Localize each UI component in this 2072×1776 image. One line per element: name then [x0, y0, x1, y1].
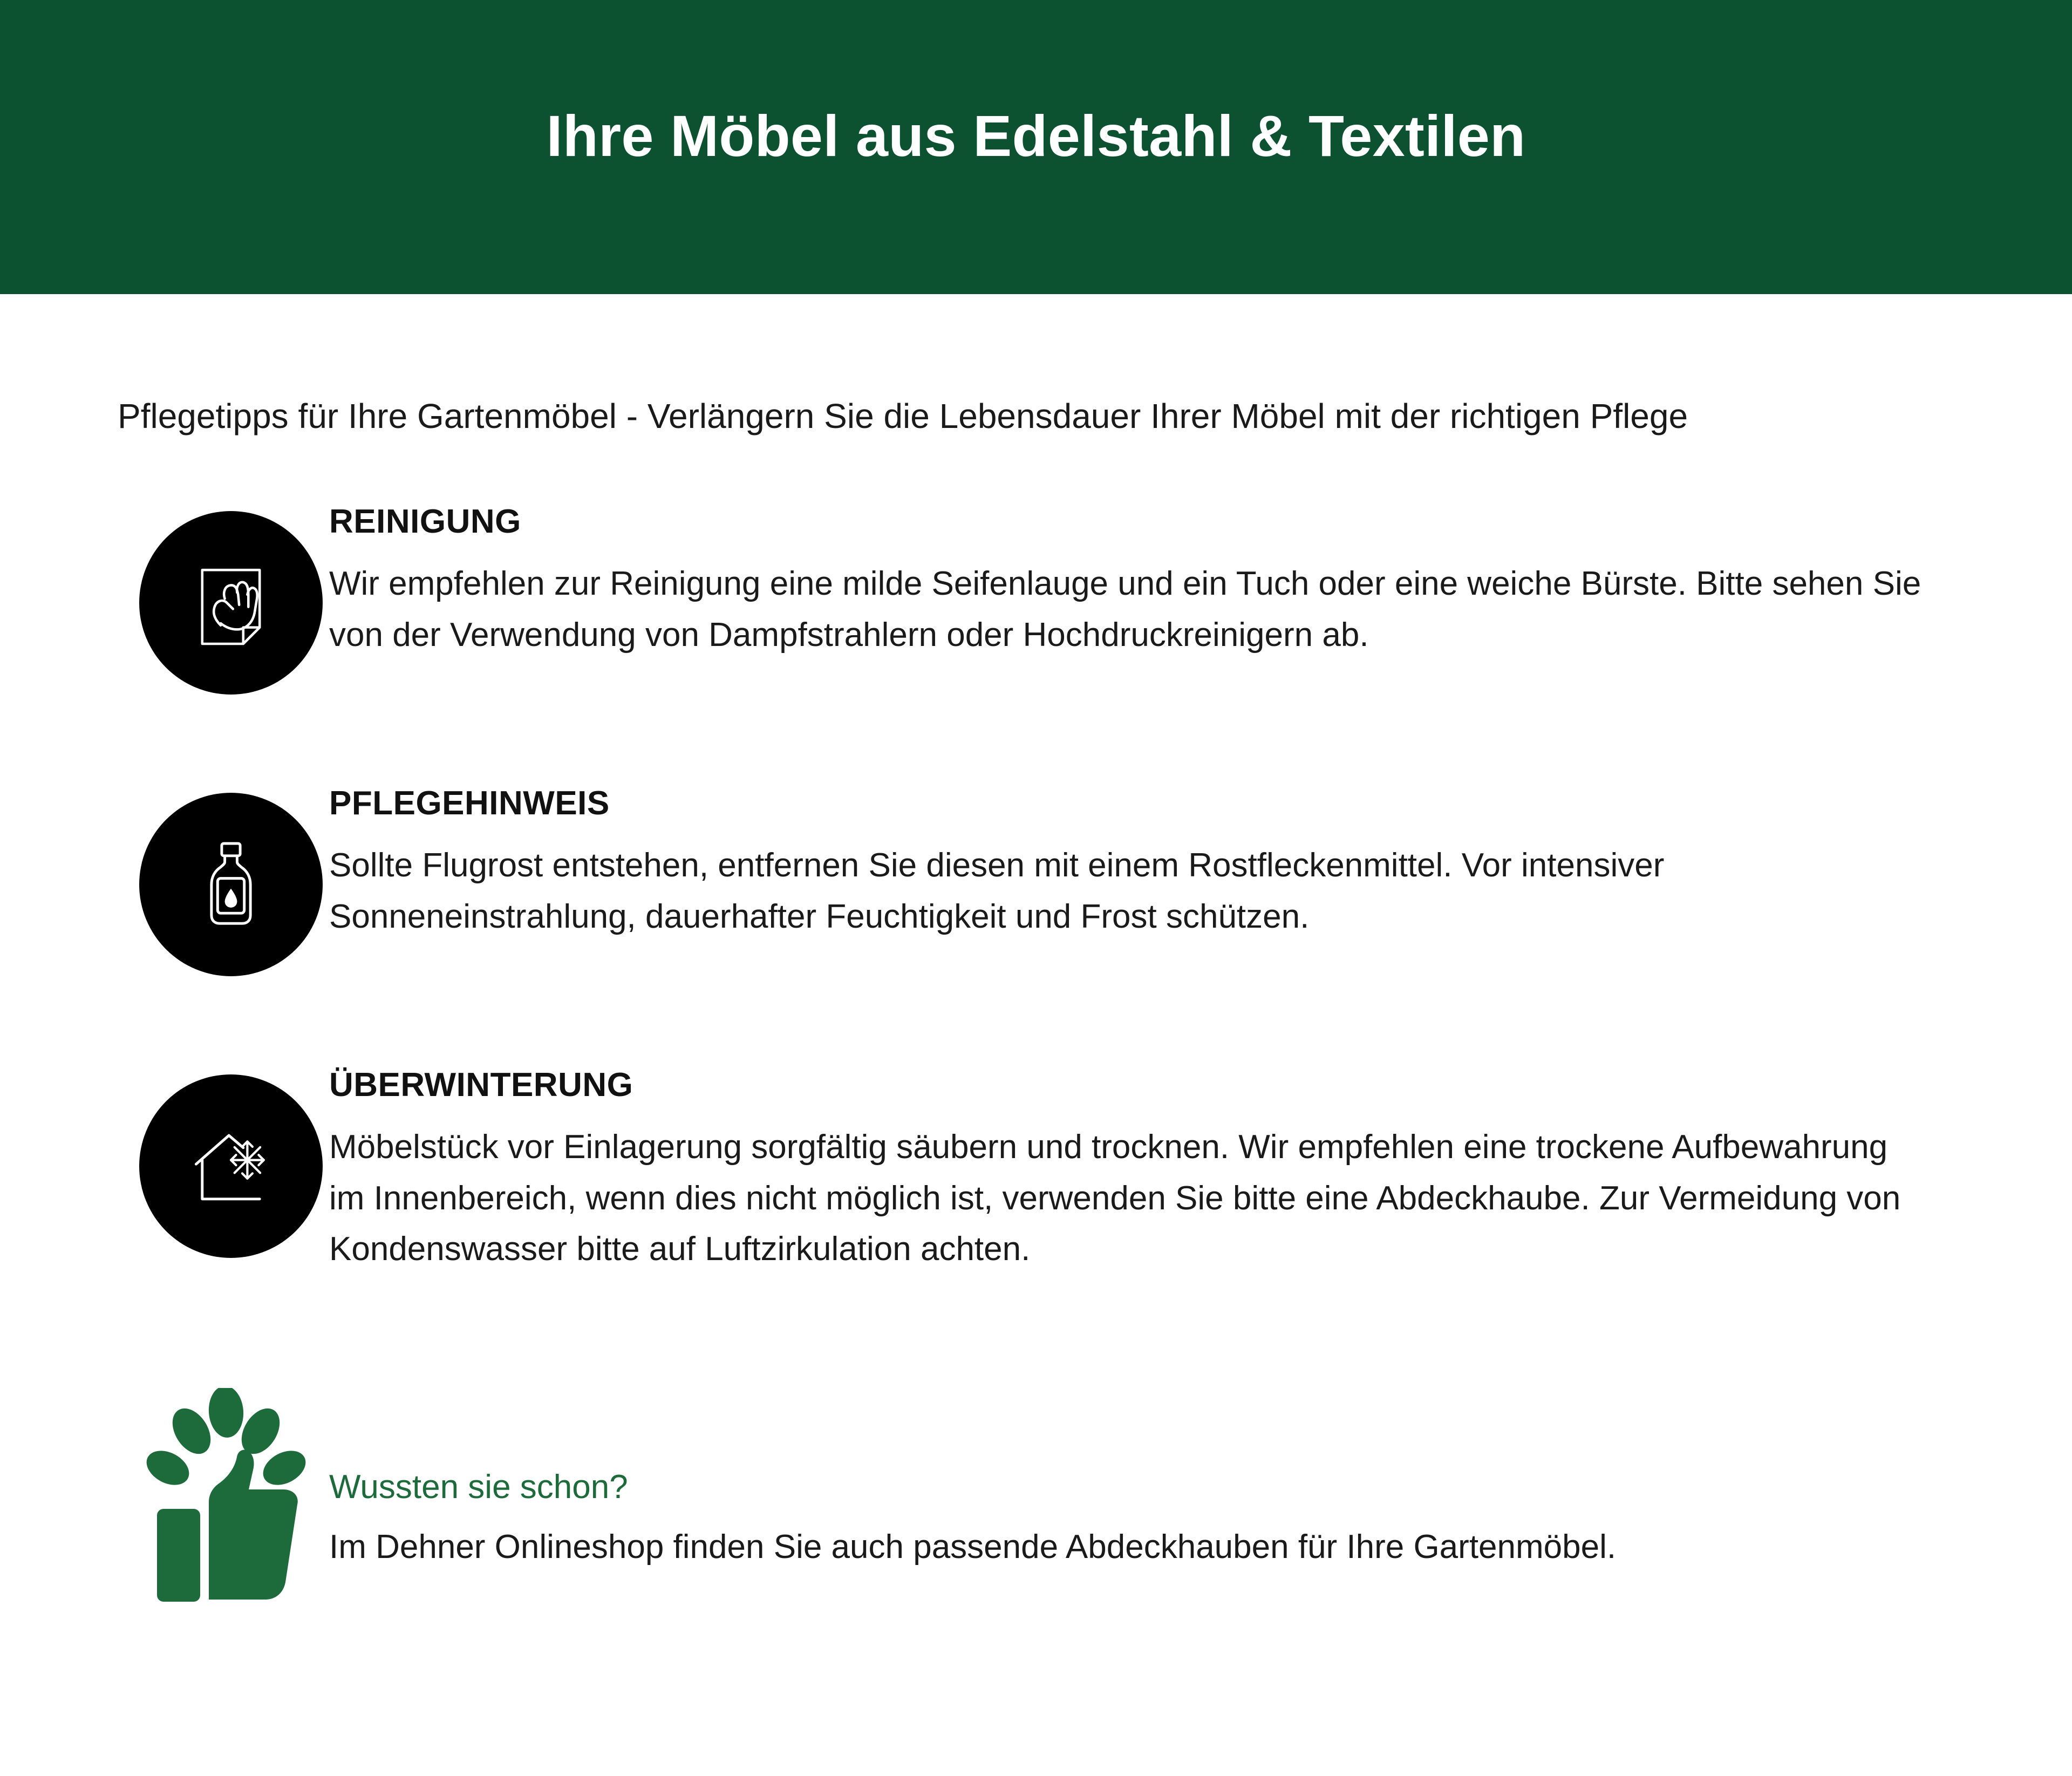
- page-title: Ihre Möbel aus Edelstahl & Textilen: [546, 103, 1526, 169]
- care-tip-text: Wir empfehlen zur Reinigung eine milde Seifenlauge und ein Tuch oder eine weiche Bürste. Bitte sehen Sie von der Verwendung von Dampfstrahlern oder Hochdruckreinigern ab.: [329, 565, 1921, 654]
- did-you-know-title: Wussten sie schon?: [329, 1468, 628, 1506]
- did-you-know-block: [0, 1356, 2072, 1604]
- house-snowflake-icon: [139, 1074, 323, 1258]
- cleaning-cloth-icon: [139, 511, 323, 695]
- care-tip-text: Sollte Flugrost entstehen, entfernen Sie diesen mit einem Rostfleckenmittel. Vor intensiver Sonneneinstrahlung, dauerhafter Feuchtigkeit und Frost schützen.: [329, 847, 1665, 935]
- care-tip-icon-wrap: [139, 781, 329, 976]
- did-you-know-body: [329, 1388, 1616, 1572]
- care-tip-title: REINIGUNG: [329, 503, 521, 541]
- header-banner: [0, 0, 2072, 294]
- care-tip-icon-wrap: [139, 1063, 329, 1258]
- thumbs-up-leaf-icon: [139, 1388, 317, 1604]
- care-tip-body: [329, 1063, 1953, 1275]
- care-tip-title: PFLEGEHINWEIS: [329, 785, 610, 822]
- care-tip-title: ÜBERWINTERUNG: [329, 1066, 633, 1104]
- care-tips-list: [0, 439, 2072, 1275]
- did-you-know-icon-wrap: [139, 1388, 329, 1604]
- care-tip-item: [0, 499, 2072, 695]
- care-tip-icon-wrap: [139, 499, 329, 695]
- care-tip-body: [329, 781, 1953, 942]
- care-bottle-icon: [139, 793, 323, 976]
- care-tip-item: [0, 781, 2072, 976]
- care-tip-text: Möbelstück vor Einlagerung sorgfältig säubern und trocknen. Wir empfehlen eine trockene Aufbewahrung im Innenbereich, wenn dies nicht möglich ist, verwenden Sie bitte eine Abdeckhaube. Zur Vermeidung von Kondenswasser bitte auf Luftzirkulation achten.: [329, 1128, 1901, 1268]
- did-you-know-text: Im Dehner Onlineshop finden Sie auch passende Abdeckhauben für Ihre Gartenmöbel.: [329, 1528, 1617, 1566]
- care-tip-body: [329, 499, 1953, 661]
- intro-text: Pflegetipps für Ihre Gartenmöbel - Verlängern Sie die Lebensdauer Ihrer Möbel mit der richtigen Pflege: [118, 397, 1688, 436]
- care-tip-item: [0, 1063, 2072, 1275]
